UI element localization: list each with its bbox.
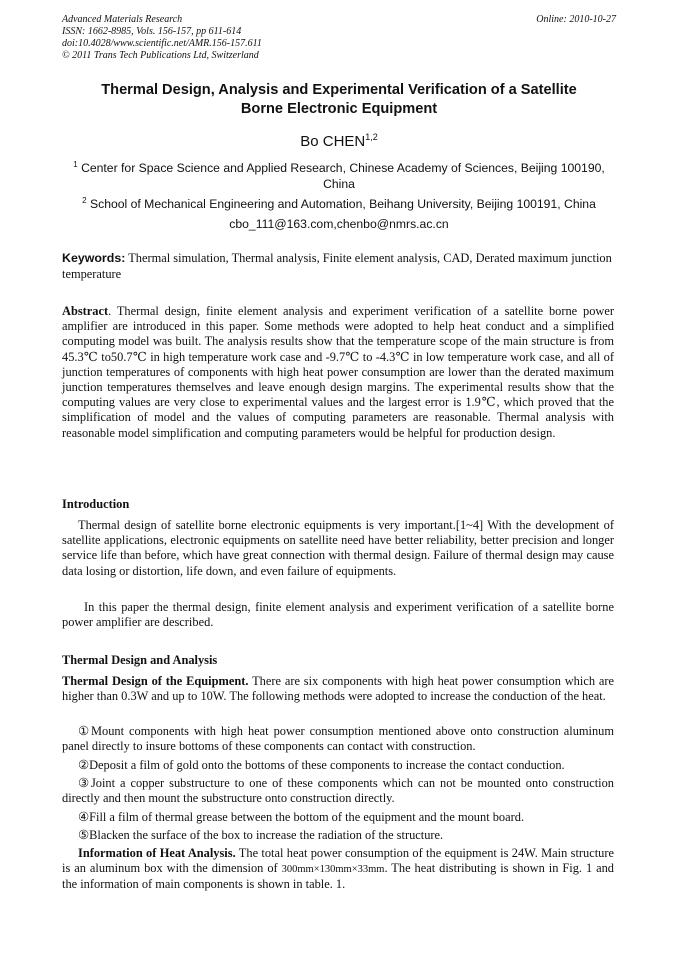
copyright-line: © 2011 Trans Tech Publications Ltd, Switzerland (62, 50, 259, 61)
method-item-2: ②Deposit a film of gold onto the bottoms of these components to increase the contact conduction. (78, 758, 565, 772)
affiliation-2-text: School of Mechanical Engineering and Automation, Beihang University, Beijing 100191, China (89, 197, 596, 212)
paper-title (62, 81, 616, 119)
introduction-paragraph-1: Thermal design of satellite borne electronic equipments is very important.[1~4] With the development of satellite applications, electronic equipments on satellite need have better reliability, better precision and longer service life than before, which have great connection with thermal design. Failure of thermal design may cause data losing or distortion, life down, and even failure of equipments. (62, 518, 614, 578)
keywords-block (62, 251, 614, 282)
author (62, 132, 616, 150)
method-item-1: ①Mount components with high heat power consumption mentioned above onto construction aluminum panel directly to insure bottoms of these components can contact with construction. (62, 724, 614, 754)
heat-analysis-text-b: . The heat distributing is shown in Fig. 1 and the information of main components is shown in table. 1. (62, 861, 615, 892)
method-item-3: ③Joint a copper substructure to one of these components which can not be mounted onto construction directly and then mount the substructure onto construction directly. (62, 776, 614, 806)
author-affiliation-marks: 1,2 (365, 132, 378, 142)
keywords-text: Thermal simulation, Thermal analysis, Finite element analysis, CAD, Derated maximum junction temperature (62, 251, 612, 281)
issn-line: ISSN: 1662-8985, Vols. 156-157, pp 611-614 (62, 26, 242, 37)
affiliation-2 (62, 193, 616, 212)
affiliation-1-mark: 1 (73, 160, 78, 169)
title-line-1: Thermal Design, Analysis and Experimental Verification of a Satellite (101, 82, 577, 98)
introduction-heading: Introduction (62, 497, 130, 511)
affiliation-2-mark: 2 (82, 196, 87, 205)
thermal-design-subheading: Thermal Design of the Equipment. (62, 674, 249, 688)
running-header (62, 14, 616, 62)
journal-name: Advanced Materials Research (62, 14, 183, 25)
affiliation-1-country: China (323, 177, 355, 192)
keywords-label: Keywords: (62, 251, 126, 265)
thermal-design-heading: Thermal Design and Analysis (62, 653, 218, 667)
title-line-2: Borne Electronic Equipment (240, 101, 438, 117)
thermal-design-text: There are six components with high heat power consumption which are higher than 0.3W and up to 10W. The following methods were adopted to increase the conduction of the heat. (62, 674, 614, 704)
online-date: Online: 2010-10-27 (536, 14, 616, 25)
doi-line: doi:10.4028/www.scientific.net/AMR.156-157.611 (62, 38, 262, 49)
author-email: cbo_111@163.com,chenbo@nmrs.ac.cn (229, 217, 449, 231)
author-name: Bo CHEN (300, 133, 366, 150)
affiliation-1 (62, 157, 616, 192)
abstract (62, 304, 614, 441)
heat-analysis-paragraph (62, 846, 614, 893)
method-item-4: ④Fill a film of thermal grease between the bottom of the equipment and the mount board. (78, 810, 525, 824)
heat-analysis-text-a: The total heat power consumption of the equipment is 24W. Main structure is an aluminum box with the dimension of (62, 846, 615, 876)
thermal-design-paragraph (62, 674, 614, 704)
abstract-label: Abstract (62, 304, 109, 318)
abstract-text: . Thermal design, finite element analysis and experiment verification of a satellite borne power amplifier are introduced in this paper. Some methods were adopted to help heat conduct and a simplified computing model was built. The analysis results show that the temperature scope of the main structure is from 45.3℃ to50.7℃ in high temperature work case and -9.7℃ to -4.3℃ in low temperature work case, and all of junction temperatures of components with high heat power consumption are lower than the derated maximum junction temperatures themselves and leave enough design margins. The experimental results show that the computing values are very close to experimental values and the largest error is 1.9℃, which proved that the simplification of model and the values of computing parameters are reasonable. Thermal analysis with reasonable model simplification and computing parameters would be helpful for production design. (62, 304, 614, 440)
introduction-paragraph-2: In this paper the thermal design, finite element analysis and experiment verification of a satellite borne power amplifier are described. (62, 600, 614, 630)
box-dimension: 300mm×130mm×33mm (281, 864, 385, 876)
affiliation-1-text: Center for Space Science and Applied Research, Chinese Academy of Sciences, Beijing 100190, (81, 161, 605, 176)
method-item-5: ⑤Blacken the surface of the box to increase the radiation of the structure. (78, 828, 444, 842)
heat-analysis-subheading: Information of Heat Analysis. (78, 846, 236, 860)
